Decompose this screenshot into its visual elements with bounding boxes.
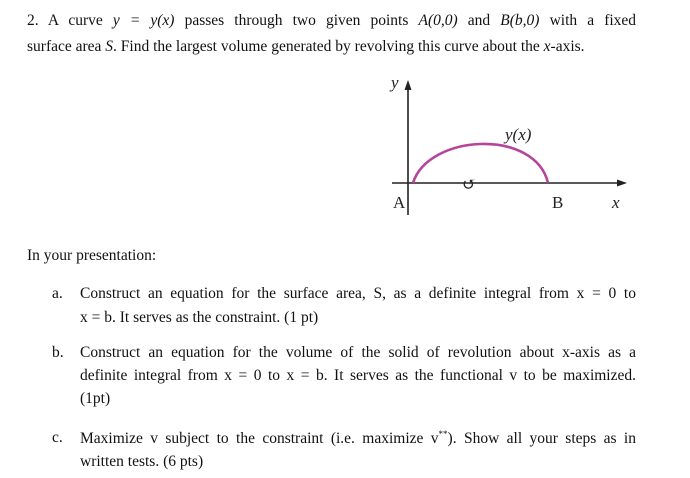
problem-text: A curve <box>47 12 103 29</box>
item-c-line-2: written tests. (6 pts) <box>80 453 204 470</box>
problem-text: with a fixed <box>549 12 637 29</box>
item-b-line-3: (1pt) <box>80 390 111 407</box>
item-c-line-1 <box>80 429 636 448</box>
surface-area-symbol: S <box>105 38 114 55</box>
curve-y-of-x <box>413 144 548 183</box>
item-c-text: Maximize v subject to the constraint (i.e. maximize v <box>80 430 439 448</box>
point-a-label: A <box>393 193 406 212</box>
y-axis-arrow <box>405 80 412 90</box>
rotation-icon: ↺ <box>462 175 477 194</box>
problem-number: 2. <box>27 12 39 29</box>
problem-line-1 <box>27 12 636 30</box>
curve-label: y(x) <box>505 125 532 144</box>
item-b-line-2: definite integral from x = 0 to x = b. It serves as the functional v to be maximized. <box>80 367 636 384</box>
curve-figure <box>370 70 640 220</box>
problem-line-2 <box>27 38 585 56</box>
item-b-line-1: Construct an equation for the volume of the solid of revolution about x-axis as a <box>80 344 636 361</box>
item-a-line-2: x = b. It serves as the constraint. (1 pt) <box>80 309 319 326</box>
item-c-label: c. <box>52 429 63 446</box>
item-b-label: b. <box>52 344 64 361</box>
axis-name: x <box>543 38 551 55</box>
problem-text: and <box>467 12 491 29</box>
x-axis-label: x <box>612 193 620 212</box>
curve-equation: y = y(x) <box>112 12 175 29</box>
item-a-line-1: Construct an equation for the surface area, S, as a definite integral from x = 0 to <box>80 285 636 302</box>
problem-text: passes through two given points <box>184 12 409 29</box>
item-a-label: a. <box>52 285 63 302</box>
problem-text: . Find the largest volume generated by revolving this curve about the <box>113 38 540 55</box>
point-b-label: B <box>552 193 564 212</box>
problem-text: surface area <box>27 38 102 55</box>
point-b: B(b,0) <box>500 12 540 29</box>
problem-text: -axis. <box>550 38 585 55</box>
x-axis-arrow <box>617 180 627 187</box>
presentation-heading: In your presentation: <box>27 247 157 264</box>
item-c-text: ). Show all your steps as in <box>447 430 636 448</box>
double-star-superscript: ** <box>438 429 448 439</box>
y-axis-label: y <box>391 73 399 92</box>
point-a: A(0,0) <box>418 12 458 29</box>
